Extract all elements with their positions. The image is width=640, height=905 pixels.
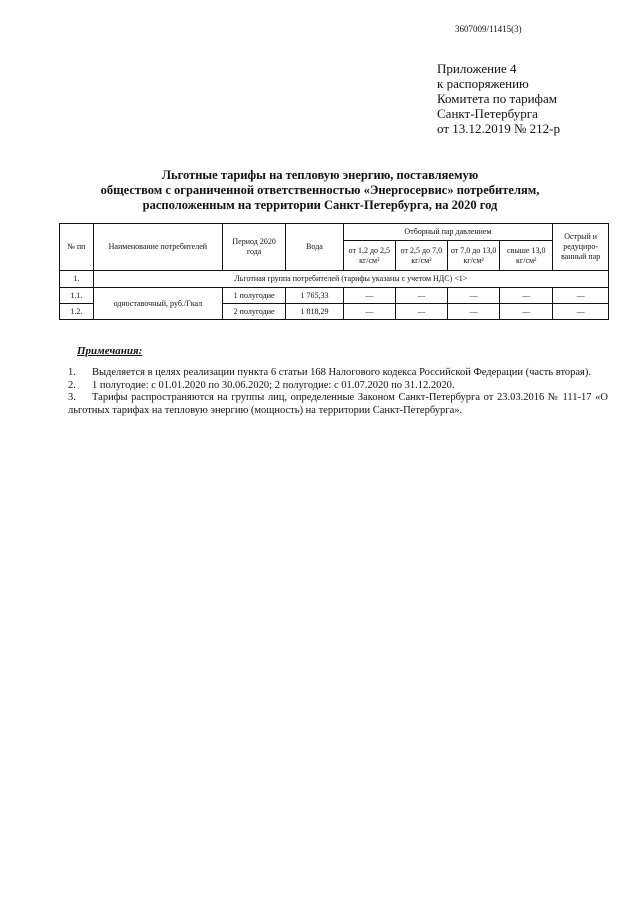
row-dash: —: [395, 288, 447, 304]
group-label: Льготная группа потребителей (тарифы указаны с учетом НДС) <1>: [93, 271, 608, 288]
header-water: Вода: [286, 224, 344, 271]
title-line: Льготные тарифы на тепловую энергию, поставляемую: [161, 168, 479, 182]
row-water-value: 1 765,33: [286, 288, 344, 304]
header-consumer: Наименование потребителей: [93, 224, 222, 271]
table-group-row: [60, 271, 609, 288]
row-num: 1.2.: [60, 304, 94, 320]
row-dash: —: [447, 288, 499, 304]
row-dash: —: [395, 304, 447, 320]
note-number: 3.: [68, 392, 76, 403]
header-sharp-steam: Острый и редуциро-ванный пар: [553, 224, 609, 271]
note-text: Выделяется в целях реализации пункта 6 статьи 168 Налогового кодекса Российской Федерации (часть вторая).: [92, 367, 592, 378]
row-num: 1.1.: [60, 288, 94, 304]
row-dash: —: [553, 288, 609, 304]
note-item: [68, 392, 608, 417]
header-steam-1: от 1,2 до 2,5 кг/см²: [343, 241, 395, 271]
row-period: 1 полугодие: [223, 288, 286, 304]
header-num: № пп: [60, 224, 94, 271]
notes-title: Примечания:: [77, 345, 143, 357]
note-text: 1 полугодие: с 01.01.2020 по 30.06.2020; 2 полугодие: с 01.07.2020 по 31.12.2020.: [92, 379, 455, 391]
note-text: Тарифы распространяются на группы лиц, определенные Законом Санкт-Петербурга от 23.03.2016 № 111-17 «О льготных тарифах на тепловую энергию (мощность) на территории Санкт-Петербурга».: [68, 392, 608, 416]
group-num: 1.: [60, 271, 94, 288]
header-steam-3: от 7,0 до 13,0 кг/см²: [447, 241, 499, 271]
note-number: 2.: [68, 379, 76, 391]
consumer-name: одноставочный, руб./Гкал: [93, 288, 222, 320]
row-dash: —: [500, 304, 553, 320]
appendix-line: от 13.12.2019 № 212-р: [437, 121, 560, 136]
table-header-row: [60, 224, 609, 241]
appendix-line: Комитета по тарифам: [437, 91, 557, 106]
header-period: Период 2020 года: [223, 224, 286, 271]
note-number: 1.: [68, 367, 76, 378]
row-dash: —: [553, 304, 609, 320]
appendix-line: Приложение 4: [437, 61, 517, 76]
header-steam-2: от 2,5 до 7,0 кг/см²: [395, 241, 447, 271]
row-dash: —: [447, 304, 499, 320]
appendix-line: Санкт-Петербурга: [437, 106, 538, 121]
note-item: [68, 380, 608, 393]
row-dash: —: [343, 304, 395, 320]
header-steam-group: Отборный пар давлением: [343, 224, 553, 241]
appendix-line: к распоряжению: [437, 76, 529, 91]
title-line: расположенным на территории Санкт-Петербурга, на 2020 год: [142, 198, 498, 212]
title-line: обществом с ограниченной ответственностью «Энергосервис» потребителям,: [100, 183, 540, 197]
row-dash: —: [500, 288, 553, 304]
note-item: [68, 367, 608, 380]
appendix-block: [437, 61, 560, 136]
notes-list: [68, 367, 608, 417]
tariff-table: [59, 223, 609, 320]
document-title: [60, 168, 580, 213]
row-dash: —: [343, 288, 395, 304]
document-number: 3607009/11415(3): [455, 24, 522, 34]
header-steam-4: свыше 13,0 кг/см²: [500, 241, 553, 271]
table-row: [60, 288, 609, 304]
row-period: 2 полугодие: [223, 304, 286, 320]
row-water-value: 1 818,29: [286, 304, 344, 320]
